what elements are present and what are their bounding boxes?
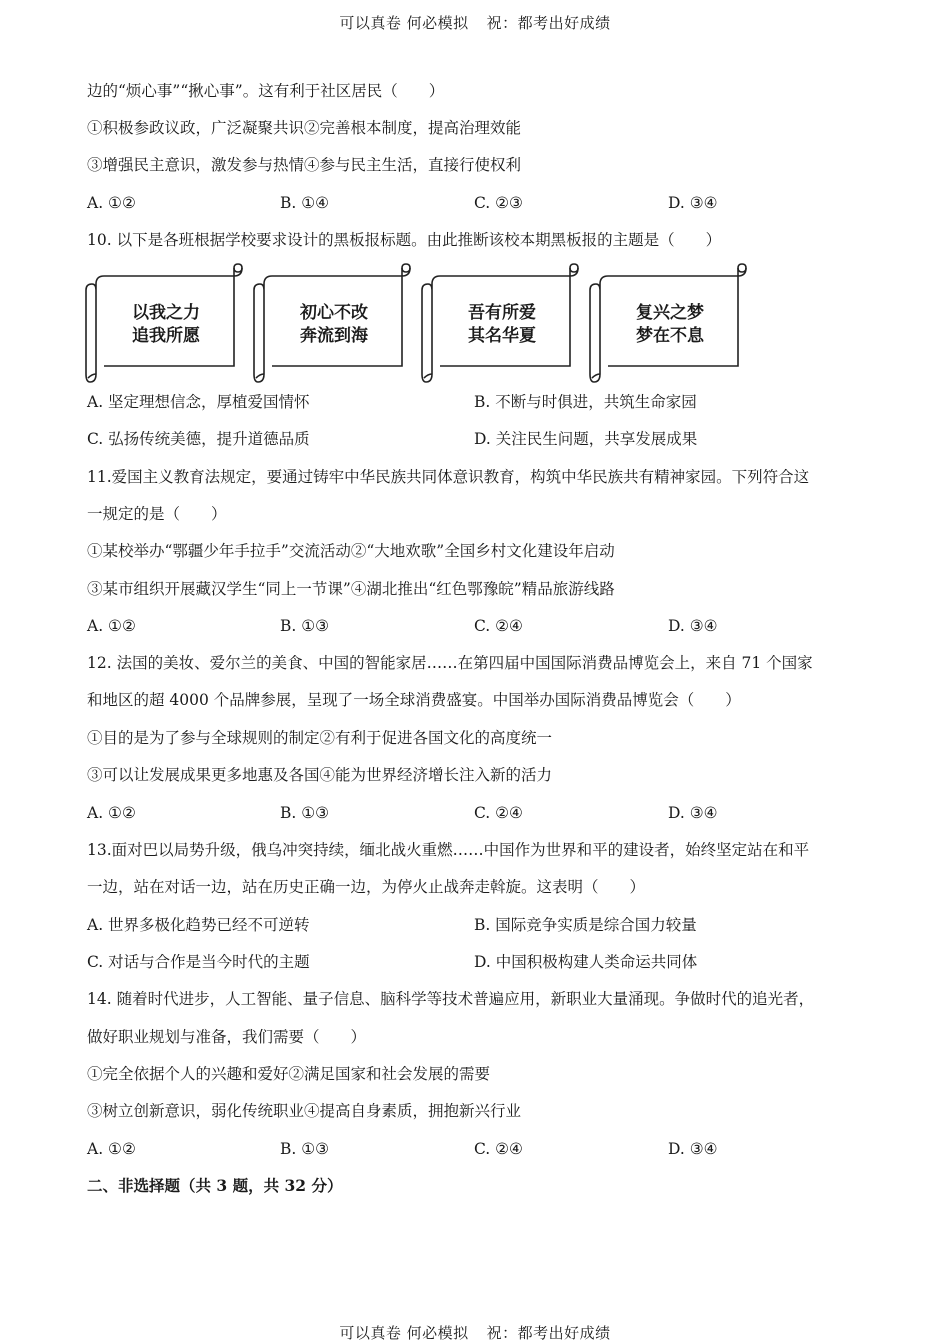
q14-stem-2: 做好职业规划与准备，我们需要（ ） <box>87 1028 367 1046</box>
q9-options <box>87 192 867 214</box>
scroll-1-line-2: 追我所愿 <box>132 326 200 346</box>
q12-items-2: ③可以让发展成果更多地惠及各国④能为世界经济增长注入新的活力 <box>87 766 553 784</box>
scroll-title-2 <box>252 262 414 384</box>
q13-options-row-1 <box>87 914 867 936</box>
q10-option-c[interactable]: C. 弘扬传统美德，提升道德品质 <box>87 430 310 448</box>
q13-option-c[interactable]: C. 对话与合作是当今时代的主题 <box>87 953 310 971</box>
q14-option-b[interactable]: B. ①③ <box>280 1140 330 1158</box>
page-header <box>0 12 950 33</box>
q11-stem-1: 11.爱国主义教育法规定，要通过铸牢中华民族共同体意识教育，构筑中华民族共有精神家园。下列符合这 <box>87 468 810 486</box>
q12-option-d[interactable]: D. ③④ <box>668 804 718 822</box>
header-slogan-left: 可以真卷 何必模拟 <box>339 14 469 32</box>
scroll-title-1 <box>84 262 246 384</box>
q13-options-row-2 <box>87 951 867 973</box>
scroll-2-line-1: 初心不改 <box>300 303 368 323</box>
q10-option-a[interactable]: A. 坚定理想信念，厚植爱国情怀 <box>87 393 310 411</box>
q9-option-c[interactable]: C. ②③ <box>474 194 523 212</box>
q10-option-b[interactable]: B. 不断与时俱进，共筑生命家园 <box>474 393 697 411</box>
q9-option-a[interactable]: A. ①② <box>87 194 136 212</box>
scroll-2-line-2: 奔流到海 <box>300 326 368 346</box>
q9-option-b[interactable]: B. ①④ <box>280 194 330 212</box>
q12-option-a[interactable]: A. ①② <box>87 804 136 822</box>
q10-options-row-2 <box>87 428 867 450</box>
header-slogan-right: 祝：都考出好成绩 <box>486 14 611 32</box>
scroll-title-3 <box>420 262 582 384</box>
q12-option-b[interactable]: B. ①③ <box>280 804 330 822</box>
q10-option-d[interactable]: D. 关注民生问题，共享发展成果 <box>474 430 698 448</box>
scroll-3-line-2: 其名华夏 <box>468 326 536 346</box>
footer-slogan-left: 可以真卷 何必模拟 <box>339 1324 469 1342</box>
scroll-text-4 <box>602 302 738 348</box>
q11-option-a[interactable]: A. ①② <box>87 617 136 635</box>
q13-stem-2: 一边，站在对话一边，站在历史正确一边，为停火止战奔走斡旋。这表明（ ） <box>87 878 646 896</box>
q13-option-b[interactable]: B. 国际竞争实质是综合国力较量 <box>474 916 697 934</box>
scroll-4-line-1: 复兴之梦 <box>636 303 704 323</box>
q13-option-d[interactable]: D. 中国积极构建人类命运共同体 <box>474 953 698 971</box>
q12-stem-2: 和地区的超 4000 个品牌参展，呈现了一场全球消费盛宴。中国举办国际消费品博览会（ ） <box>87 691 741 709</box>
scroll-title-4 <box>588 262 750 384</box>
section-2-title: 二、非选择题（共 3 题，共 32 分） <box>87 1176 343 1195</box>
q11-option-d[interactable]: D. ③④ <box>668 617 718 635</box>
q12-options <box>87 802 867 824</box>
q9-items-1: ①积极参政议政，广泛凝聚共识②完善根本制度，提高治理效能 <box>87 119 522 137</box>
scroll-text-2 <box>266 302 402 348</box>
q13-stem-1: 13.面对巴以局势升级，俄乌冲突持续，缅北战火重燃……中国作为世界和平的建设者，始终坚定站在和平 <box>87 841 810 859</box>
q10-options-row-1 <box>87 391 867 413</box>
q10-stem: 10. 以下是各班根据学校要求设计的黑板报标题。由此推断该校本期黑板报的主题是（ ） <box>87 231 722 249</box>
q11-options <box>87 615 867 637</box>
q14-items-2: ③树立创新意识，弱化传统职业④提高自身素质，拥抱新兴行业 <box>87 1102 522 1120</box>
q14-option-a[interactable]: A. ①② <box>87 1140 136 1158</box>
page-footer <box>0 1322 950 1343</box>
q14-stem-1: 14. 随着时代进步，人工智能、量子信息、脑科学等技术普遍应用，新职业大量涌现。争做时代的追光者， <box>87 990 815 1008</box>
q12-stem-1: 12. 法国的美妆、爱尔兰的美食、中国的智能家居……在第四届中国国际消费品博览会上，来自 71 个国家 <box>87 654 813 672</box>
q14-option-c[interactable]: C. ②④ <box>474 1140 523 1158</box>
q14-options <box>87 1138 867 1160</box>
q13-option-a[interactable]: A. 世界多极化趋势已经不可逆转 <box>87 916 310 934</box>
scroll-text-1 <box>98 302 234 348</box>
q9-option-d[interactable]: D. ③④ <box>668 194 718 212</box>
q11-option-b[interactable]: B. ①③ <box>280 617 330 635</box>
q11-stem-2: 一规定的是（ ） <box>87 505 227 523</box>
scroll-text-3 <box>434 302 570 348</box>
q9-items-2: ③增强民主意识，激发参与热情④参与民主生活，直接行使权利 <box>87 156 522 174</box>
scroll-3-line-1: 吾有所爱 <box>468 303 536 323</box>
q14-items-1: ①完全依据个人的兴趣和爱好②满足国家和社会发展的需要 <box>87 1065 491 1083</box>
q11-items-1: ①某校举办“鄂疆少年手拉手”交流活动②“大地欢歌”全国乡村文化建设年启动 <box>87 542 615 560</box>
q11-option-c[interactable]: C. ②④ <box>474 617 523 635</box>
footer-slogan-right: 祝：都考出好成绩 <box>486 1324 611 1342</box>
q12-option-c[interactable]: C. ②④ <box>474 804 523 822</box>
q11-items-2: ③某市组织开展藏汉学生“同上一节课”④湖北推出“红色鄂豫皖”精品旅游线路 <box>87 580 615 598</box>
scroll-1-line-1: 以我之力 <box>132 303 200 323</box>
blackboard-titles <box>84 262 748 384</box>
q14-option-d[interactable]: D. ③④ <box>668 1140 718 1158</box>
scroll-4-line-2: 梦在不息 <box>636 326 704 346</box>
q12-items-1: ①目的是为了参与全球规则的制定②有利于促进各国文化的高度统一 <box>87 729 553 747</box>
q9-stem: 边的“烦心事”“揪心事”。这有利于社区居民（ ） <box>87 82 445 100</box>
